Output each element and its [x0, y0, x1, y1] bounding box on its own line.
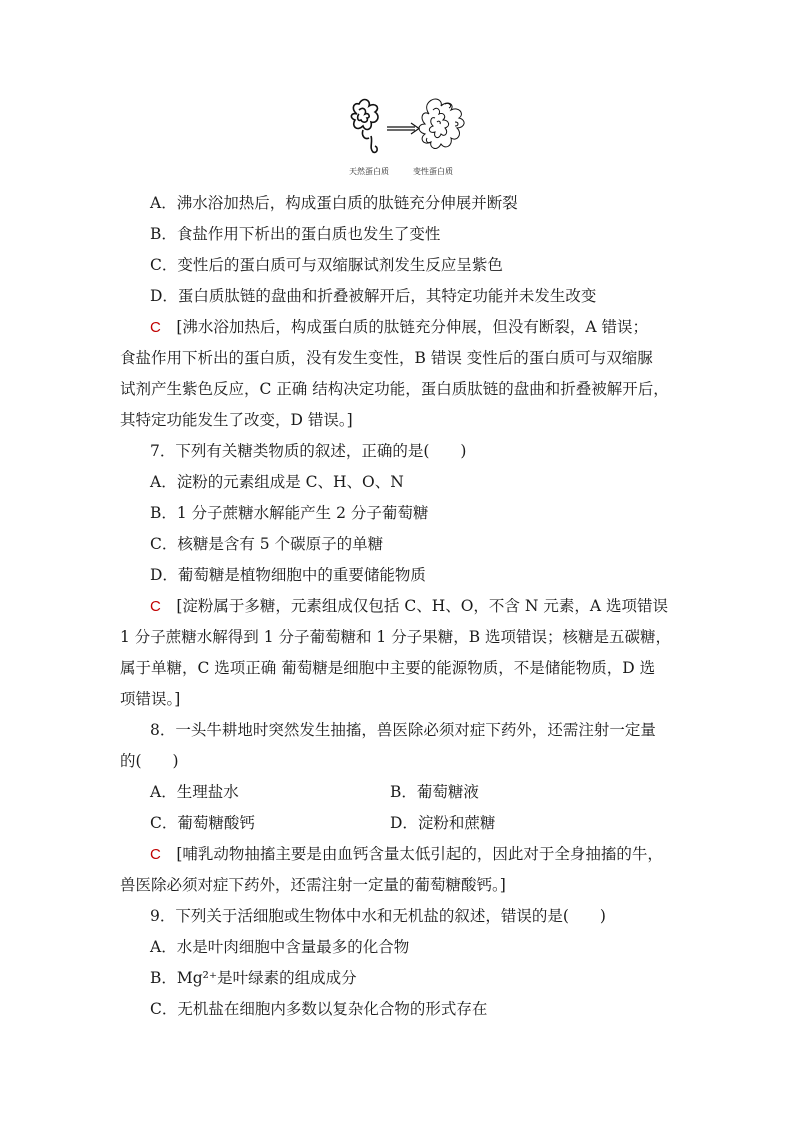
q7-explanation-line	[120, 591, 680, 622]
q6-answer: C	[150, 319, 161, 336]
q8-answer: C	[150, 846, 161, 863]
q7-stem: 7．下列有关糖类物质的叙述，正确的是( )	[150, 442, 467, 460]
protein-denaturation-figure	[345, 92, 485, 182]
q8-option-c: C．葡萄糖酸钙	[150, 814, 255, 832]
q7-explanation-line: 项错误。]	[120, 690, 181, 708]
q8-stem: 8．一头牛耕地时突然发生抽搐，兽医除必须对症下药外，还需注射一定量	[150, 721, 656, 739]
q8-explanation-text: [哺乳动物抽搐主要是由血钙含量太低引起的，因此对于全身抽搐的牛，	[176, 845, 663, 863]
q6-explanation-line	[120, 312, 680, 343]
q8-explanation-line	[120, 839, 680, 870]
q7-explanation-text: [淀粉属于多糖，元素组成仅包括 C、H、O，不含 N 元素，A 选项错误	[176, 597, 668, 615]
q7-option-b: B．1 分子蔗糖水解能产生 2 分子葡萄糖	[150, 504, 429, 522]
q6-option-d: D．蛋白质肽链的盘曲和折叠被解开后，其特定功能并未发生改变	[150, 287, 597, 305]
q8-option-a: A．生理盐水	[150, 783, 239, 801]
q7-explanation-line: 1 分子蔗糖水解得到 1 分子葡萄糖和 1 分子果糖，B 选项错误；核糖是五碳糖，	[120, 628, 672, 646]
q7-answer: C	[150, 598, 161, 615]
q9-option-c: C．无机盐在细胞内多数以复杂化合物的形式存在	[150, 1000, 488, 1018]
q7-option-c: C．核糖是含有 5 个碳原子的单糖	[150, 535, 384, 553]
native-protein-icon	[351, 100, 378, 153]
document-body	[120, 188, 680, 1025]
q8-option-d: D．淀粉和蔗糖	[390, 814, 496, 832]
q6-option-a: A．沸水浴加热后，构成蛋白质的肽链充分伸展并断裂	[150, 194, 518, 212]
caption-denatured-protein: 变性蛋白质	[413, 167, 453, 176]
transition-arrow-icon	[387, 123, 419, 134]
q6-explanation-line: 试剂产生紫色反应，C 正确 结构决定功能，蛋白质肽链的盘曲和折叠被解开后，	[120, 380, 669, 398]
q6-option-b: B．食盐作用下析出的蛋白质也发生了变性	[150, 225, 441, 243]
protein-diagram	[345, 92, 485, 167]
q9-option-b: B．Mg²⁺是叶绿素的组成成分	[150, 969, 357, 987]
q6-option-c: C．变性后的蛋白质可与双缩脲试剂发生反应呈紫色	[150, 256, 503, 274]
q8-options-row	[120, 808, 680, 839]
q6-explanation-line: 其特定功能发生了改变，D 错误。]	[120, 411, 353, 429]
q7-explanation-line: 属于单糖，C 选项正确 葡萄糖是细胞中主要的能源物质，不是储能物质，D 选	[120, 659, 656, 677]
q9-option-a: A．水是叶肉细胞中含量最多的化合物	[150, 938, 410, 956]
q8-option-b: B．葡萄糖液	[390, 783, 479, 801]
caption-native-protein: 天然蛋白质	[349, 167, 389, 176]
denatured-protein-icon	[419, 99, 464, 148]
q8-options-row	[120, 777, 680, 808]
q9-stem: 9．下列关于活细胞或生物体中水和无机盐的叙述，错误的是( )	[150, 907, 606, 925]
q8-stem: 的( )	[120, 752, 179, 770]
q6-explanation-line: 食盐作用下析出的蛋白质，没有发生变性，B 错误 变性后的蛋白质可与双缩脲	[120, 349, 653, 367]
q6-explanation-text: [沸水浴加热后，构成蛋白质的肽链充分伸展，但没有断裂，A 错误；	[176, 318, 649, 336]
q7-option-d: D．葡萄糖是植物细胞中的重要储能物质	[150, 566, 426, 584]
q7-option-a: A．淀粉的元素组成是 C、H、O、N	[150, 473, 404, 491]
q8-explanation-line: 兽医除必须对症下药外，还需注射一定量的葡萄糖酸钙。]	[120, 876, 506, 894]
